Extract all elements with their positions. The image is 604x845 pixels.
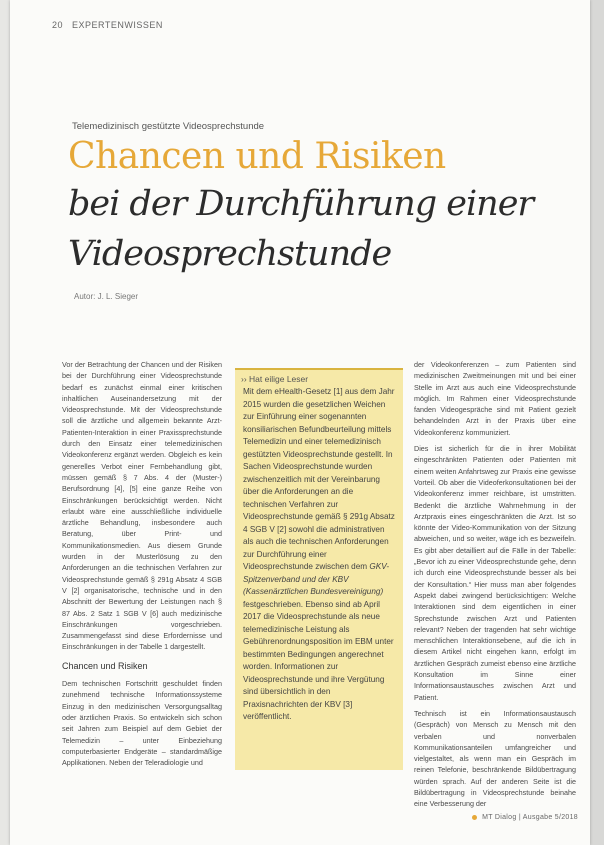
highlight-box [235,368,403,770]
highlight-text [243,386,395,724]
footer-brand: MT Dialog [482,814,517,821]
column-3 [414,359,576,815]
brand-dot-icon [472,815,477,820]
title-line-3: Videosprechstunde [68,234,392,274]
body-paragraph: Vor der Betrachtung der Chancen und der Risiken bei der Durchführung einer Videosprechstunde bedarf es zunächst einmal einer kritischen inhaltlichen Auseinandersetzung mit der Videosprechstunde. Mit der Videosprechstunde soll die ärztliche und allgemein bekannte Arzt-Patienten-Interaktion in einer Praxissprechstunde durch den Einsatz einer telemedizinischen Videokonferenz ergänzt werden. Obgleich es kein generelles Verbot einer Fernbehandlung gibt, müssen gemäß § 7 Abs. 4 der (Muster-) Berufsordnung [4], [5] eine ganze Reihe von Einschränkungen berücksichtigt werden. Nicht erlaubt wäre eine ausschließliche individuelle ärztliche Behandlung, insbesondere auch Beratung, über Print- und Kommunikationsmedien. Aus diesem Grunde wurden in der Musterlösung zu den Anforderungen an die technischen Verfahren zur Videosprechstunde gemäß § 291g Absatz 4 SGB V [2] organisatorische, technische und in den Abschnitt der Bewertung der Leistungen nach § 87 Abs. 2 Satz 1 SGB V [6] auch medizinische Einschränkungen vorgeschrieben. Zusammengefasst sind diese Erfordernisse und Einschränkungen in der Tabelle 1 dargestellt. [62,360,222,652]
body-paragraph: Dem technischen Fortschritt geschuldet finden zunehmend technische Informationssysteme Einzug in den medizinischen Versorgungsalltag oder ärztlichen Praxis. So entwickeln sich schon seit Jahren zum Beispiel auf dem Gebiet der Telemedizin – unter Einbeziehung computerbasierter Endgeräte – standardmäßige Applikationen. Neben der Teleradiologie und [62,679,222,768]
footer-issue: Ausgabe 5/2018 [522,814,578,821]
magazine-page [10,0,590,845]
body-paragraph: Technisch ist ein Informationsaustausch (Gespräch) von Mensch zu Mensch mit den verbalen und nonverbalen Kommunikationsanteilen umfangreicher und vielgestaltet, als wenn man ein Gespräch im reinen Telefonie, beschränkende Bildübertragung würden sprach. Auf der anderen Seite ist die Bildübertragung in Videosprechstunde beinahe eine Verbesserung der [414,708,576,809]
page-number: 20 [52,20,64,30]
body-paragraph: Dies ist sicherlich für die in ihrer Mobilität eingeschränkten Patienten oder Patienten mit einem weiten Anfahrtsweg zur Praxis eine gewisse Vorteil. Ob aber die Videoferkonsultationen bei der Videokonferenz immer reichbare, ist umstritten. Bedenkt die ärztliche Wahrnehmung in der Arztpraxis eines eingeschränkten die Arzt. Ist so könnte der Video-Kommunikation von der Sitzung abweichen, und so weiter, wäge ich es bezweifeln. Es gibt aber detailliert auf die Fälle in der Tabelle: „Bevor ich zu einer Videosprechstunde gehe, denn ich durch eine Videosprechstunde besser als bei der Konsultation.“ Hier muss man aber folgendes Aspekt dabei zwingend berücksichtigen: Welche Interaktionen sind dem eigentlichen in einer Sprechstunde zwischen Arzt und Patienten relevant? Neben der tragenden hat sehr wichtige menschlichen Interaktionsebene, auf die ich in diesem Artikel nicht eingehen kann, erfolgt im ärztlichen Gespräch zumeist ebenso eine ärztliche Konsultation im Sinne einer Informationsaustausches zwischen Arzt und Patient. [414,444,576,702]
page-footer [472,814,578,821]
highlight-text-a: Mit dem eHealth-Gesetz [1] aus dem Jahr 2015 wurden die gesetzlichen Weichen zur Einführung einer sogenannten konsiliarischen Befundbeurteilung mittels Telemedizin und einer telemedizinisch gestützten Videosprechstunde gestellt. In Sachen Videosprechstunde wurden zwischenzeitlich mit der Vereinbarung über die Anforderungen an die technischen Verfahren zur Videosprechstunde gemäß § 291g Absatz 4 SGB V [2] sowohl die administrativen als auch die technischen Anforderungen zur Durchführung einer Videosprechstunde zwischen dem [243,387,395,571]
highlight-text-b: festgeschrieben. Ebenso sind ab April 2017 die Videosprechstunde als neue telemedizinische Leistung als Gebührenordnungsposition im EBM unter bestimmten Bedingungen angerechnet worden. Informationen zur Videosprechstunde und ihre Vergütung sind übersichtlich in den Praxisnachrichten der KBV [3] veröffentlicht. [243,599,394,721]
body-paragraph: der Videokonferenzen – zum Patienten sind medizinischen Zweitmeinungen mit und bei einer Stelle im Arzt aus auch eine Videosprechstunde möglich. Im Rahmen einer Videosprechstunde fanden Videogespräche sind mit Patient gezielt behandelnden Arzt in der Praxis über eine Videokonferenz kommuniziert. [414,360,576,437]
scanner-margin [0,0,10,845]
title-line-1: Chancen und Risiken [68,136,446,177]
highlight-heading: ›› Hat eilige Leser [241,374,309,384]
running-head [52,20,163,30]
column-1 [62,359,222,773]
title-line-2: bei der Durchführung einer [68,184,534,224]
highlight-text-em: GKV-Spitzenverband und der KBV (Kassenärztlichen Bundesvereinigung) [243,562,390,596]
article-kicker: Telemedizinisch gestützte Videosprechstunde [72,121,265,132]
section-name: EXPERTENWISSEN [72,20,163,30]
footer-separator: | [518,814,523,821]
author-byline: Autor: J. L. Sieger [74,292,139,301]
subheading: Chancen und Risiken [62,660,148,671]
